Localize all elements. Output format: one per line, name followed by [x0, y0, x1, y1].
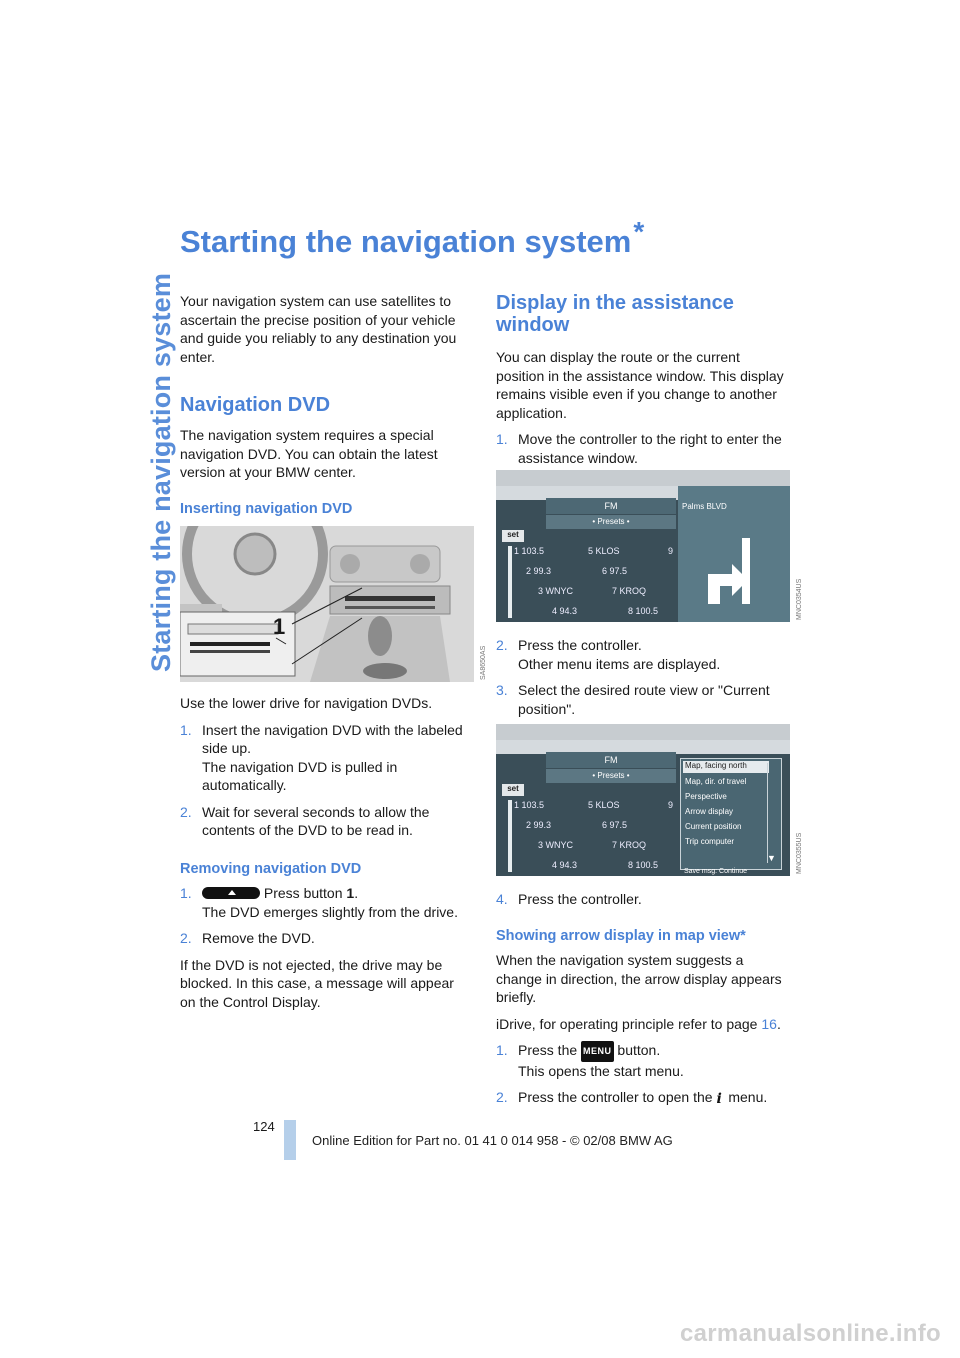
preset-list — [496, 544, 678, 622]
turn-right-arrow-icon — [702, 534, 752, 604]
step-main: Insert the navigation DVD with the labeled side up. — [202, 721, 463, 756]
press-button-text: Press button — [263, 885, 343, 901]
menu-item: Current position — [685, 822, 742, 831]
dashboard-dvd-drive-image — [180, 526, 474, 682]
step-number: 1. — [180, 885, 192, 901]
preset-row-3: 3 WNYC 7 KROQ — [538, 586, 647, 596]
preset-row-4: 4 94.3 8 100.5 — [552, 860, 659, 870]
button-number: 1 — [346, 885, 355, 901]
preset-row-1: 1 103.5 5 KLOS 9 — [514, 546, 674, 556]
presets-tab: • Presets • — [546, 769, 676, 783]
step-text: Press the controller to open the i menu. — [518, 1089, 768, 1107]
preset-row-2: 2 99.3 6 97.5 — [526, 820, 628, 830]
set-button: set — [502, 530, 524, 542]
assist-step-3 — [496, 681, 790, 718]
menu-item: Perspective — [685, 792, 727, 801]
sidebar-running-title — [98, 232, 176, 672]
page-title-text: Starting the navigation system — [180, 224, 632, 259]
arrow-display-paragraph: When the navigation system suggests a change in direction, the arrow display appears briefly. — [496, 952, 782, 1005]
step-number: 2. — [496, 637, 508, 653]
menu-step-2 — [496, 1088, 790, 1107]
fm-tab: FM — [546, 498, 676, 514]
insert-step-1 — [180, 721, 468, 795]
step-number: 1. — [496, 431, 508, 447]
footer-accent-bar — [284, 1120, 296, 1160]
watermark-logo: carmanualsonline.info — [680, 1320, 942, 1347]
step-text: Select the desired route view or "Current position". — [518, 682, 770, 717]
page-title — [180, 216, 645, 260]
page-number: 124 — [253, 1119, 275, 1134]
step-text: Press button 1. The DVD emerges slightly from the drive. — [202, 885, 458, 920]
arrow-display-panel — [678, 486, 790, 622]
right-column-lower — [496, 890, 790, 1115]
menu-item: Arrow display — [685, 807, 734, 816]
step-number: 2. — [180, 803, 192, 820]
menu-item: Map, dir. of travel — [685, 777, 747, 786]
arrow-display-heading: Showing arrow display in map view* — [496, 927, 746, 944]
assistance-paragraph: You can display the route or the current position in the assistance window. This display remains visible even if you change to another application. — [496, 349, 784, 421]
preset-row-2: 2 99.3 6 97.5 — [526, 566, 628, 576]
insert-step-2 — [180, 803, 468, 840]
step-text: Remove the DVD. — [202, 930, 315, 946]
inserting-dvd-heading: Inserting navigation DVD — [180, 500, 353, 517]
step-text: Wait for several seconds to allow the contents of the DVD to be read in. — [202, 803, 430, 838]
right-column — [496, 292, 790, 475]
step-text — [202, 721, 468, 795]
removing-dvd-heading: Removing navigation DVD — [180, 860, 362, 877]
step-number: 2. — [180, 930, 192, 946]
step-text: Press the controller. Other menu items are displayed. — [518, 637, 721, 672]
assistance-window-screenshot — [496, 470, 790, 622]
assist-step-2 — [496, 636, 790, 673]
idrive-reference: iDrive, for operating principle refer to page 16. — [496, 1015, 781, 1032]
navigation-dvd-heading: Navigation DVD — [180, 394, 331, 416]
step-number: 4. — [496, 891, 508, 907]
menu-item-selected: Map, facing north — [683, 761, 769, 773]
presets-tab: • Presets • — [546, 515, 676, 529]
callout-label-1: 1 — [273, 614, 286, 639]
not-ejected-paragraph: If the DVD is not ejected, the drive may be blocked. In this case, a message will appear on the Control Display. — [180, 956, 454, 1010]
scroll-down-icon: ▼ — [767, 853, 776, 863]
optional-equipment-star: * — [633, 216, 645, 247]
step-text: Press the controller. — [518, 891, 642, 907]
set-button: set — [502, 784, 524, 796]
step-number: 2. — [496, 1089, 508, 1105]
dashboard-illustration — [180, 526, 474, 682]
image-code-1: SA8650AS — [480, 645, 487, 680]
assist-step-1 — [496, 430, 790, 467]
lower-drive-text: Use the lower drive for navigation DVDs. — [180, 695, 433, 711]
footer-edition-text: Online Edition for Part no. 01 41 0 014 958 - © 02/08 BMW AG — [312, 1133, 673, 1148]
menu-scrollbar — [767, 763, 776, 863]
sidebar-title-text: Starting the navigation system — [146, 272, 176, 672]
screen-top-bar — [496, 470, 790, 486]
preset-row-4: 4 94.3 8 100.5 — [552, 606, 659, 616]
right-column-mid — [496, 636, 790, 726]
step-number: 1. — [180, 721, 192, 738]
step-number: 1. — [496, 1042, 508, 1058]
remove-step-2 — [180, 929, 468, 948]
intro-paragraph: Your navigation system can use satellites to ascertain the precise position of your vehicle and guide you reliably to any destination you enter. — [180, 293, 457, 365]
step-number: 3. — [496, 682, 508, 698]
menu-button-icon: MENU — [581, 1041, 614, 1062]
page-link[interactable]: 16 — [761, 1015, 777, 1032]
assistance-window-heading: Display in the assistance window — [496, 292, 734, 336]
left-column — [180, 292, 468, 518]
bottom-status: Save msg: Continue — [684, 868, 748, 875]
menu-step-1 — [496, 1041, 790, 1080]
image-code-2: MNC0354US — [796, 578, 803, 620]
street-name: Palms BLVD — [682, 502, 727, 511]
preset-list — [496, 798, 678, 876]
step-text: Press the MENU button. This opens the start menu. — [518, 1042, 684, 1079]
step-sub: The DVD emerges slightly from the drive. — [202, 903, 458, 920]
step-sub: The navigation DVD is pulled in automatically. — [202, 758, 398, 793]
preset-row-1: 1 103.5 5 KLOS 9 — [514, 800, 674, 810]
step-text: Move the controller to the right to enter the assistance window. — [518, 431, 782, 466]
left-column-lower — [180, 694, 468, 1019]
preset-row-3: 3 WNYC 7 KROQ — [538, 840, 647, 850]
fm-tab: FM — [546, 752, 676, 768]
navigation-dvd-paragraph: The navigation system requires a special navigation DVD. You can obtain the latest version at your BMW center. — [180, 427, 438, 480]
eject-button-icon — [202, 887, 260, 899]
image-code-3: MNC0355US — [796, 832, 803, 874]
route-view-menu-screenshot — [496, 724, 790, 876]
remove-step-1 — [180, 884, 468, 921]
menu-item: Trip computer — [685, 837, 735, 846]
route-view-menu — [680, 758, 782, 870]
info-icon: i — [716, 1091, 722, 1107]
assist-step-4 — [496, 890, 790, 909]
